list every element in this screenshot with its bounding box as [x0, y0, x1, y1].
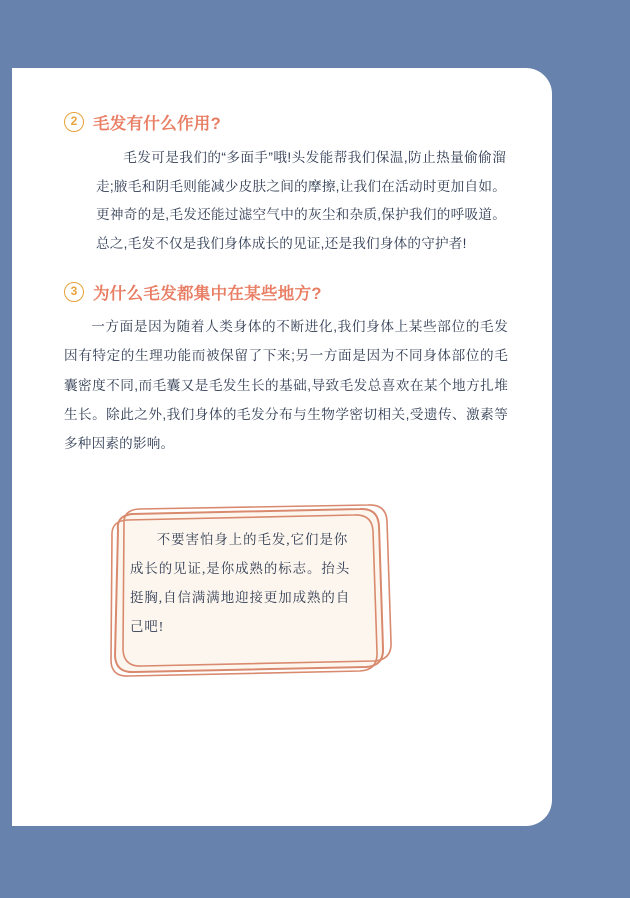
section-3-heading-row	[64, 280, 508, 304]
section-3-heading: 为什么毛发都集中在某些地方?	[93, 285, 322, 304]
section-3-number-badge: 3	[64, 282, 84, 302]
content-card	[12, 68, 552, 826]
section-2-heading-row	[64, 110, 506, 134]
section-2-number-badge: 2	[64, 112, 84, 132]
section-2	[64, 110, 512, 258]
quote-box	[102, 500, 397, 678]
card-content	[12, 68, 552, 826]
quote-text: 不要害怕身上的毛发,它们是你成长的见证,是你成熟的标志。抬头挺胸,自信满满地迎接更加成熟的自己吧!	[130, 532, 351, 634]
section-3-paragraph: 一方面是因为随着人类身体的不断进化,我们身体上某些部位的毛发因有特定的生理功能而被保留了下来;另一方面是因为不同身体部位的毛囊密度不同,而毛囊又是毛发生长的基础,导致毛发总喜欢在某个地方扎堆生长。除此之外,我们身体的毛发分布与生物学密切相关,受遗传、激素等多种因素的影响。	[64, 319, 508, 452]
section-2-heading: 毛发有什么作用?	[93, 115, 221, 133]
section-2-paragraph: 毛发可是我们的“多面手”哦!头发能帮我们保温,防止热量偷偷溜走;腋毛和阴毛则能减少皮肤之间的摩擦,让我们在活动时更加自如。更神奇的是,毛发还能过滤空气中的灰尘和杂质,保护我们的呼吸道。总之,毛发不仅是我们身体成长的见证,还是我们身体的守护者!	[96, 150, 506, 251]
section-3	[64, 280, 512, 458]
